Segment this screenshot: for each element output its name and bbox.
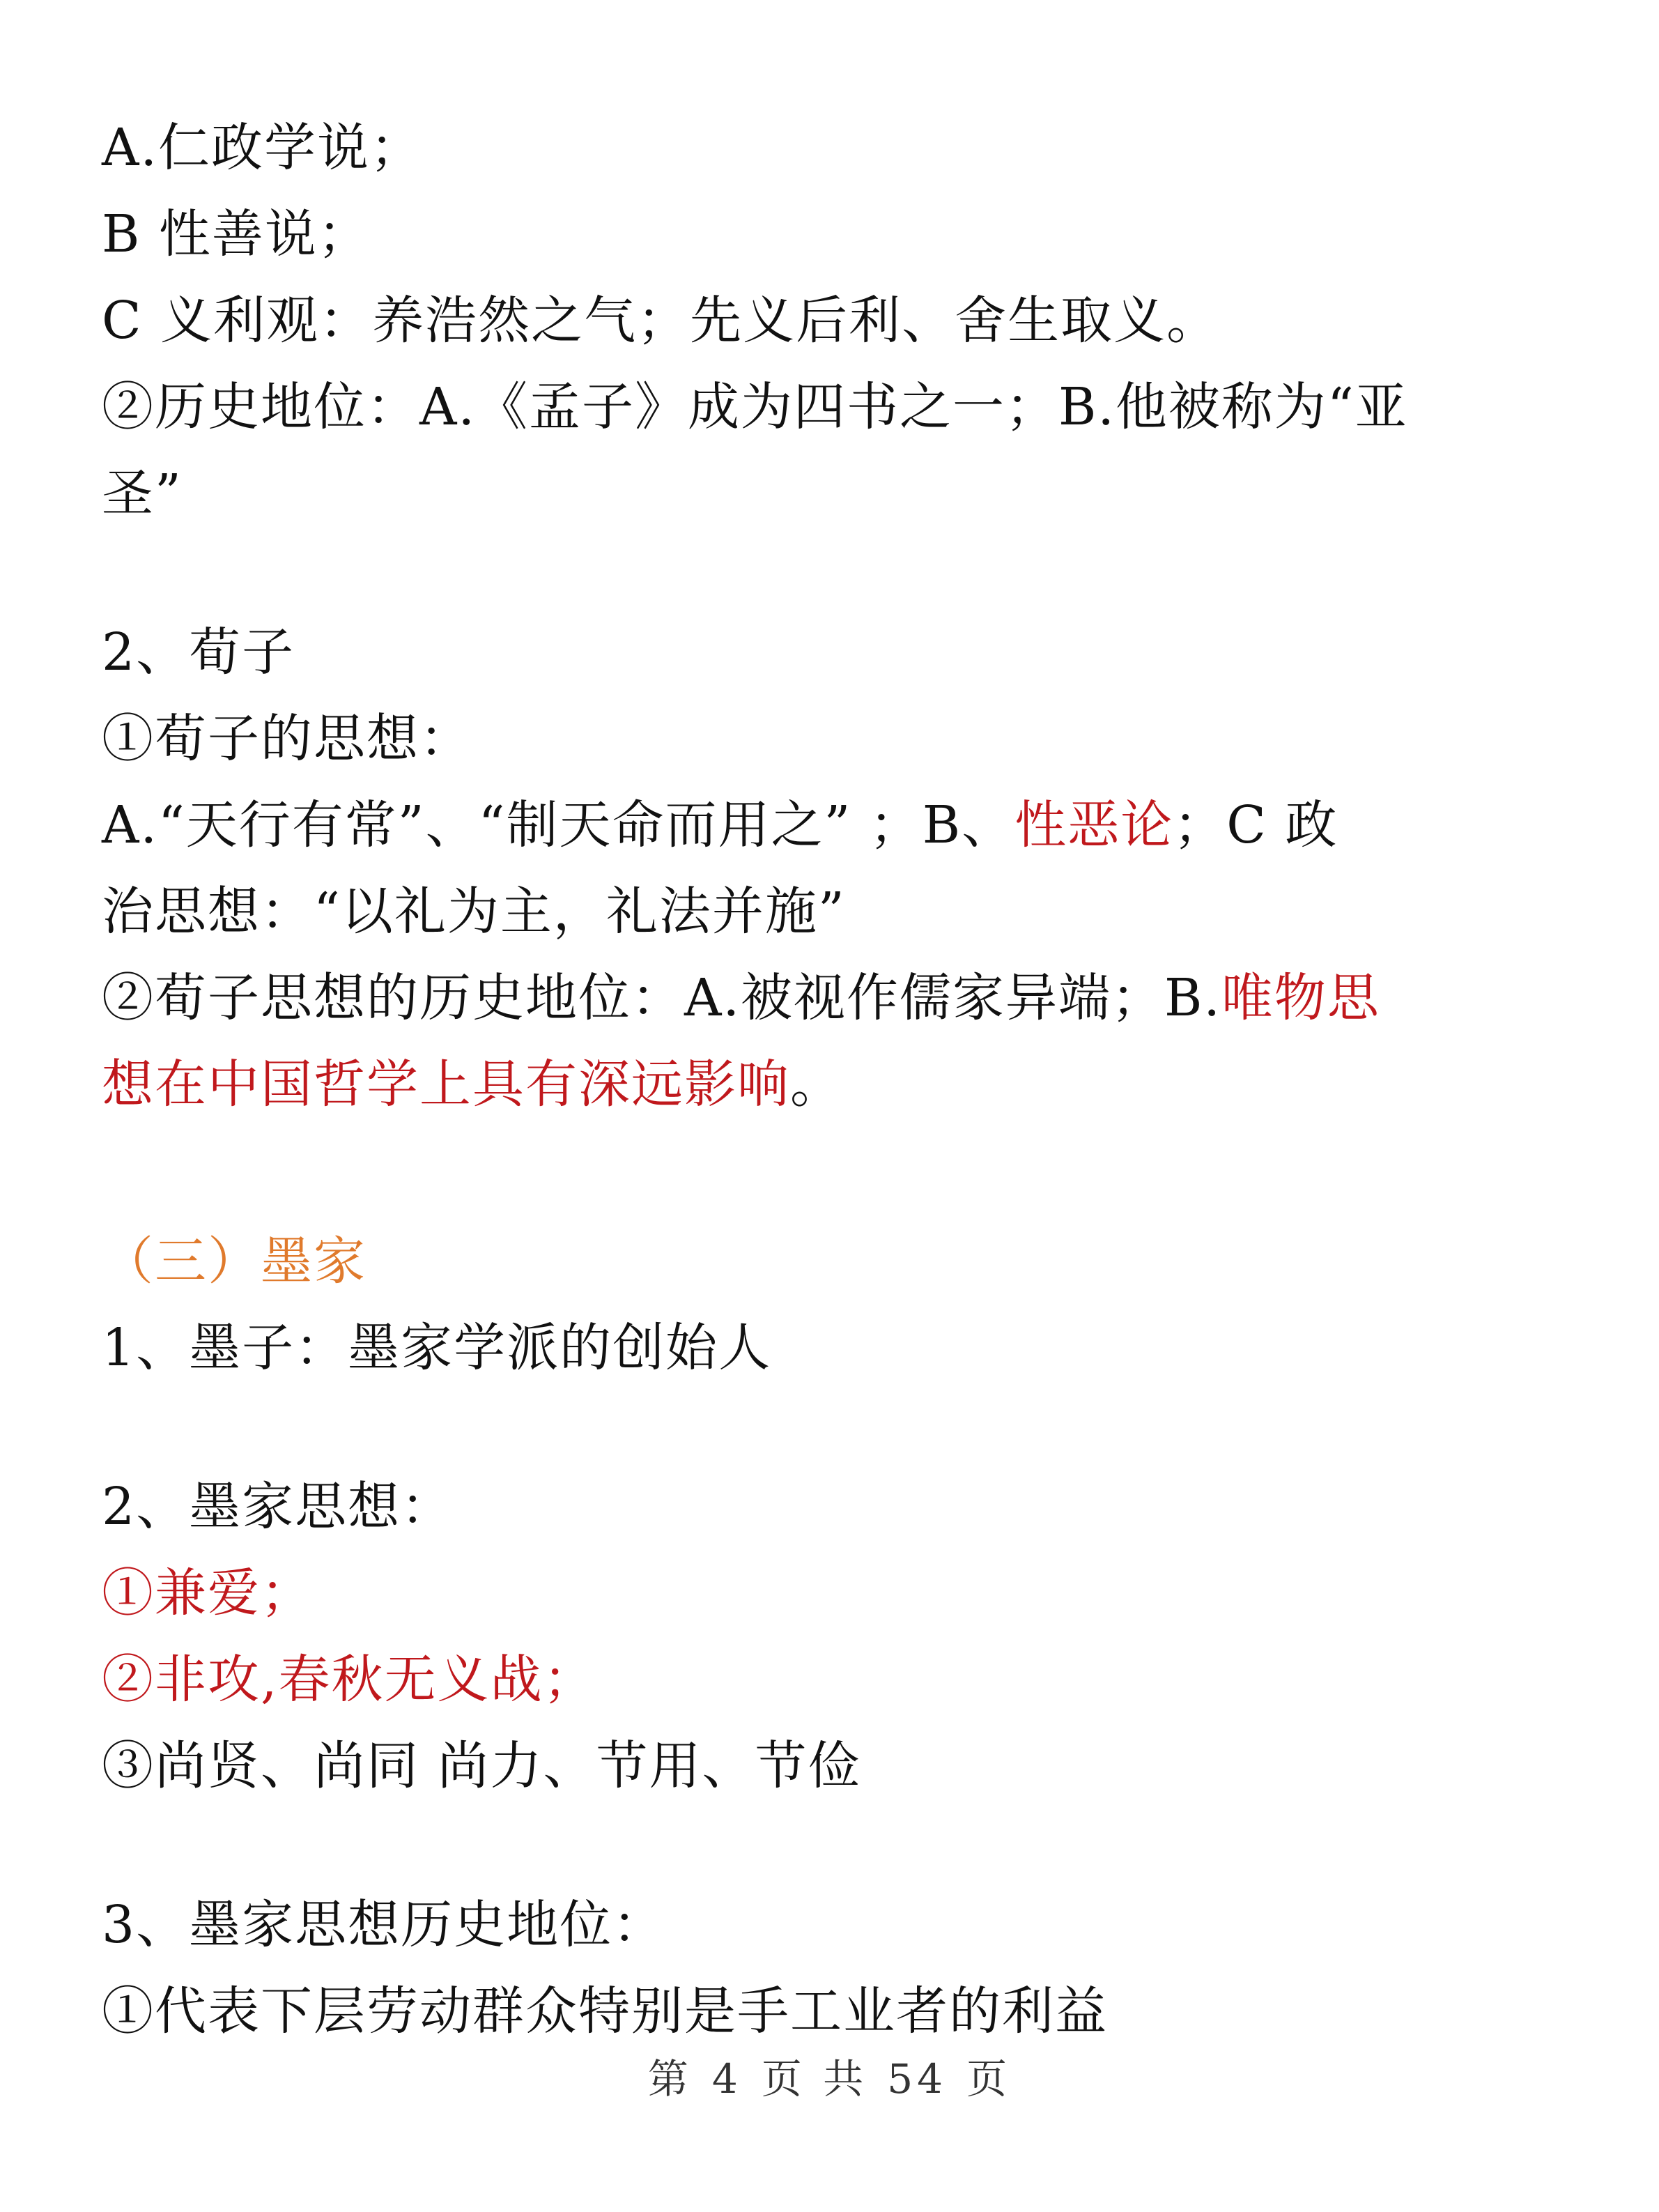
text-line — [102, 1041, 1579, 1128]
text-line: 圣” — [102, 463, 183, 523]
highlight-text: 性恶论 — [1014, 795, 1174, 855]
text-line: A.仁政学说； — [102, 118, 423, 178]
highlight-text: 想在中国哲学上具有深远影响 — [102, 1054, 790, 1114]
page-footer — [0, 2046, 1659, 2105]
footer-mid: 页 共 — [761, 2055, 868, 2103]
text-line: ①代表下层劳动群众特别是手工业者的利益 — [102, 1981, 1108, 2041]
document-body — [102, 105, 1579, 2054]
page-number: 4 — [711, 2055, 742, 2103]
spacer — [102, 1391, 1579, 1464]
page-total: 54 — [887, 2055, 948, 2103]
text-line: ①荀子的思想： — [102, 709, 472, 769]
text-line — [102, 955, 1579, 1041]
highlight-line: ②非攻,春秋无义战； — [102, 1650, 596, 1710]
section-heading: 2、墨家思想： — [102, 1477, 454, 1537]
text-line: ③尚贤、尚同 尚力、节用、节俭 — [102, 1736, 861, 1796]
highlight-line: ①兼爱； — [102, 1563, 314, 1623]
spacer — [102, 1128, 1579, 1218]
highlight-text: 唯物思 — [1221, 968, 1380, 1028]
chapter-heading: （三）墨家 — [102, 1231, 366, 1291]
spacer — [102, 1809, 1579, 1882]
footer-suffix: 页 — [966, 2055, 1012, 2103]
text-span: ；C 政 — [1173, 795, 1338, 855]
section-heading: 3、墨家思想历史地位： — [102, 1895, 666, 1955]
text-span: ②荀子思想的历史地位：A.被视作儒家异端；B. — [102, 968, 1221, 1028]
spacer — [102, 537, 1579, 609]
text-line: 治思想：“以礼为主，礼法并施” — [102, 882, 846, 942]
text-line: C 义利观：养浩然之气；先义后利、舍生取义。 — [102, 291, 1220, 351]
text-line: ②历史地位：A.《孟子》成为四书之一；B.他被称为“亚 — [102, 377, 1408, 437]
text-line — [102, 782, 1579, 868]
text-line: B 性善说； — [102, 204, 371, 264]
text-span: A.“天行有常”、“制天命而用之” ；B、 — [102, 795, 1015, 855]
footer-prefix: 第 — [647, 2055, 693, 2103]
text-line: 1、墨子：墨家学派的创始人 — [102, 1318, 772, 1378]
section-heading: 2、荀子 — [102, 622, 295, 682]
text-span: 。 — [790, 1054, 843, 1114]
